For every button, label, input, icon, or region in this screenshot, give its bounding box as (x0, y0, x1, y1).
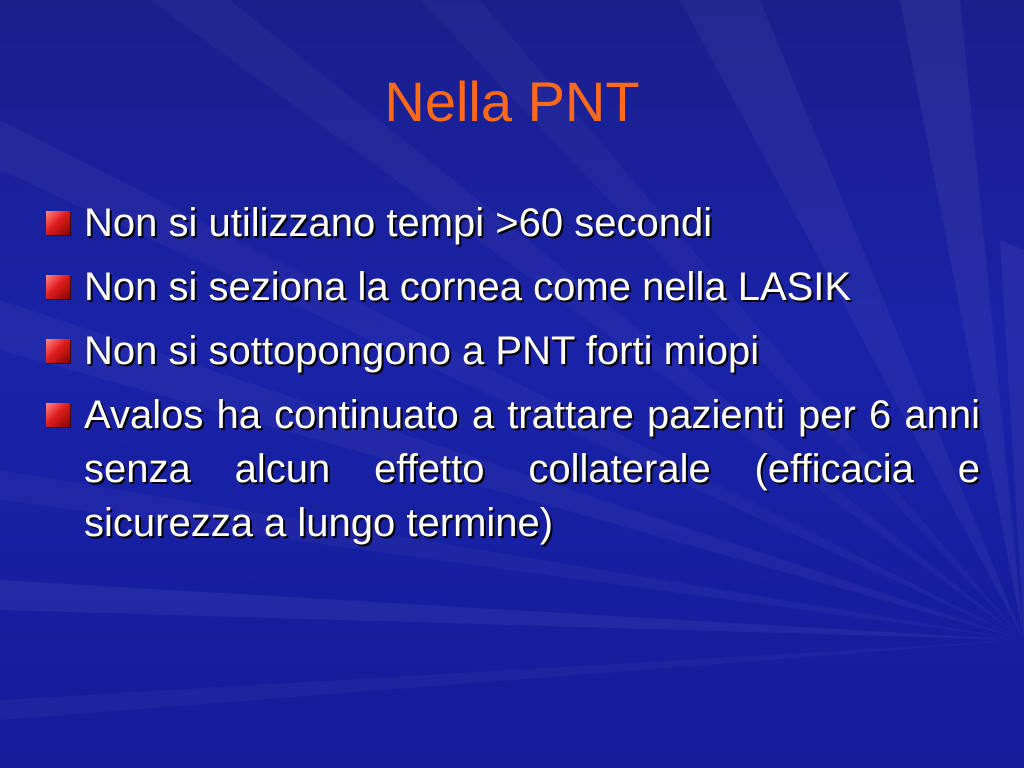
bullet-text: Non si sottopongono a PNT forti miopi (84, 329, 760, 373)
red-square-bullet-icon (46, 339, 70, 363)
bullet-text: Avalos ha continuato a trattare pazienti per 6 anni senza alcun effetto collaterale (efficacia e sicurezza a lungo termine) (84, 393, 980, 545)
red-square-bullet-icon (46, 275, 70, 299)
bullet-item (44, 388, 980, 550)
bullet-item (44, 196, 980, 250)
bullet-item (44, 260, 980, 314)
bullet-list (44, 196, 980, 560)
bullet-item (44, 324, 980, 378)
bullet-text: Non si utilizzano tempi >60 secondi (84, 201, 713, 245)
red-square-bullet-icon (46, 211, 70, 235)
bullet-text: Non si seziona la cornea come nella LASIK (84, 265, 852, 309)
slide-title: Nella PNT (384, 70, 640, 133)
red-square-bullet-icon (46, 403, 70, 427)
